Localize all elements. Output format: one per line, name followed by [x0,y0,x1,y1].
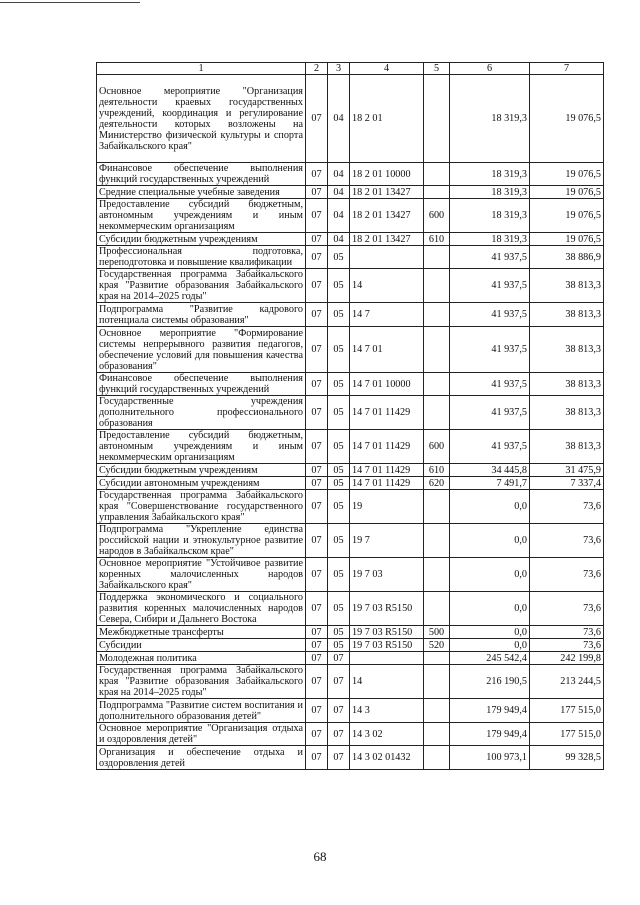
row-amount-year-2: 31 475,9 [530,464,604,477]
row-amount-year-2: 19 076,5 [530,186,604,199]
table-row [97,303,604,327]
row-target-code: 14 3 [350,699,424,723]
row-section: 07 [306,464,328,477]
row-amount-year-1: 0,0 [450,558,530,592]
row-subsection: 07 [328,746,350,770]
table-row [97,665,604,699]
table-row [97,652,604,665]
row-target-code: 18 2 01 13427 [350,199,424,233]
table-row [97,699,604,723]
row-section: 07 [306,430,328,464]
row-amount-year-2: 38 813,3 [530,430,604,464]
row-target-code: 14 7 01 11429 [350,477,424,490]
row-subsection: 05 [328,396,350,430]
row-target-code: 14 [350,665,424,699]
row-section: 07 [306,699,328,723]
row-expense-type [424,699,450,723]
row-name: Подпрограмма "Развитие кадрового потенциала системы образования" [97,303,306,327]
row-subsection: 04 [328,75,350,163]
row-subsection: 04 [328,186,350,199]
row-expense-type [424,592,450,626]
table-row [97,490,604,524]
row-subsection: 05 [328,464,350,477]
row-target-code: 14 [350,269,424,303]
row-subsection: 04 [328,233,350,246]
row-name: Молодежная политика [97,652,306,665]
table-row [97,199,604,233]
row-amount-year-2: 19 076,5 [530,199,604,233]
row-expense-type [424,665,450,699]
row-expense-type [424,75,450,163]
row-section: 07 [306,723,328,746]
table-row [97,558,604,592]
row-target-code: 18 2 01 10000 [350,163,424,186]
row-amount-year-2: 177 515,0 [530,723,604,746]
row-amount-year-1: 0,0 [450,490,530,524]
row-name: Подпрограмма "Укрепление единства российской нации и этнокультурное развитие народов в Забайкальском крае" [97,524,306,558]
row-amount-year-2: 73,6 [530,524,604,558]
row-subsection: 05 [328,490,350,524]
row-expense-type: 500 [424,626,450,639]
row-amount-year-1: 41 937,5 [450,327,530,373]
row-section: 07 [306,303,328,327]
row-name: Государственная программа Забайкальского края "Развитие образования Забайкальского края на 2014–2025 годы" [97,269,306,303]
row-name: Средние специальные учебные заведения [97,186,306,199]
top-rule [0,2,140,3]
row-name: Основное мероприятие "Устойчивое развитие коренных малочисленных народов Забайкальского края" [97,558,306,592]
table-row [97,723,604,746]
row-expense-type [424,186,450,199]
row-expense-type [424,490,450,524]
header-cell: 2 [306,63,328,75]
table-row [97,746,604,770]
row-section: 07 [306,269,328,303]
row-expense-type [424,269,450,303]
row-section: 07 [306,490,328,524]
row-amount-year-2: 7 337,4 [530,477,604,490]
row-subsection: 07 [328,723,350,746]
row-amount-year-2: 38 813,3 [530,396,604,430]
row-expense-type: 610 [424,464,450,477]
row-target-code: 19 [350,490,424,524]
row-amount-year-1: 41 937,5 [450,246,530,269]
row-target-code [350,652,424,665]
row-amount-year-2: 19 076,5 [530,75,604,163]
row-expense-type: 520 [424,639,450,652]
row-name: Основное мероприятие "Формирование системы непрерывного развития педагогов, обеспечение условий для повышения качества образования" [97,327,306,373]
header-cell: 1 [97,63,306,75]
header-cell: 5 [424,63,450,75]
row-amount-year-2: 73,6 [530,639,604,652]
row-subsection: 07 [328,699,350,723]
row-amount-year-1: 216 190,5 [450,665,530,699]
row-expense-type: 620 [424,477,450,490]
row-subsection: 07 [328,665,350,699]
row-amount-year-2: 38 813,3 [530,327,604,373]
row-target-code: 18 2 01 13427 [350,233,424,246]
row-amount-year-2: 99 328,5 [530,746,604,770]
row-name: Финансовое обеспечение выполнения функций государственных учреждений [97,373,306,396]
row-name: Организация и обеспечение отдыха и оздоровления детей [97,746,306,770]
row-subsection: 05 [328,477,350,490]
row-subsection: 05 [328,524,350,558]
row-section: 07 [306,199,328,233]
row-section: 07 [306,639,328,652]
row-section: 07 [306,327,328,373]
row-amount-year-1: 0,0 [450,524,530,558]
row-amount-year-2: 73,6 [530,592,604,626]
row-expense-type [424,723,450,746]
row-subsection: 05 [328,626,350,639]
row-expense-type [424,524,450,558]
row-subsection: 05 [328,246,350,269]
row-expense-type [424,652,450,665]
row-name: Подпрограмма "Развитие систем воспитания и дополнительного образования детей" [97,699,306,723]
row-section: 07 [306,592,328,626]
row-target-code: 19 7 03 [350,558,424,592]
row-expense-type [424,558,450,592]
row-name: Государственная программа Забайкальского края "Развитие образования Забайкальского края на 2014–2025 годы" [97,665,306,699]
row-amount-year-1: 41 937,5 [450,396,530,430]
row-target-code: 14 3 02 [350,723,424,746]
row-target-code: 18 2 01 13427 [350,186,424,199]
table-row [97,592,604,626]
row-amount-year-1: 0,0 [450,592,530,626]
row-amount-year-2: 213 244,5 [530,665,604,699]
table-row [97,464,604,477]
row-target-code: 19 7 03 R5150 [350,592,424,626]
row-subsection: 04 [328,163,350,186]
row-target-code: 14 7 01 [350,327,424,373]
row-amount-year-1: 18 319,3 [450,233,530,246]
row-section: 07 [306,652,328,665]
row-expense-type: 610 [424,233,450,246]
row-amount-year-1: 41 937,5 [450,373,530,396]
row-amount-year-1: 41 937,5 [450,303,530,327]
row-amount-year-1: 179 949,4 [450,723,530,746]
row-section: 07 [306,558,328,592]
row-name: Предоставление субсидий бюджетным, автономным учреждениям и иным некоммерческим организациям [97,199,306,233]
table-row [97,477,604,490]
row-amount-year-2: 38 813,3 [530,303,604,327]
row-section: 07 [306,233,328,246]
header-cell: 3 [328,63,350,75]
row-amount-year-1: 18 319,3 [450,163,530,186]
row-section: 07 [306,373,328,396]
row-expense-type [424,163,450,186]
row-expense-type [424,303,450,327]
table-row [97,626,604,639]
table-row [97,246,604,269]
row-subsection: 05 [328,327,350,373]
row-name: Субсидии автономным учреждениям [97,477,306,490]
row-expense-type: 600 [424,199,450,233]
table-row [97,639,604,652]
row-section: 07 [306,75,328,163]
header-cell: 7 [530,63,604,75]
row-subsection: 07 [328,652,350,665]
row-target-code: 14 7 01 10000 [350,373,424,396]
table-row [97,75,604,163]
table-row [97,524,604,558]
budget-table [96,62,604,770]
row-subsection: 05 [328,269,350,303]
row-amount-year-1: 41 937,5 [450,430,530,464]
row-amount-year-2: 19 076,5 [530,163,604,186]
table-row [97,163,604,186]
row-amount-year-1: 7 491,7 [450,477,530,490]
row-section: 07 [306,626,328,639]
row-target-code: 14 7 01 11429 [350,430,424,464]
row-amount-year-1: 100 973,1 [450,746,530,770]
row-amount-year-2: 73,6 [530,558,604,592]
row-amount-year-1: 18 319,3 [450,186,530,199]
row-target-code: 14 7 01 11429 [350,464,424,477]
header-row [97,63,604,75]
row-name: Основное мероприятие "Организация отдыха и оздоровления детей" [97,723,306,746]
row-subsection: 04 [328,199,350,233]
row-section: 07 [306,524,328,558]
row-name: Субсидии бюджетным учреждениям [97,233,306,246]
row-subsection: 05 [328,639,350,652]
row-amount-year-1: 18 319,3 [450,199,530,233]
row-name: Профессиональная подготовка, переподготовка и повышение квалификации [97,246,306,269]
row-target-code [350,246,424,269]
row-amount-year-2: 38 813,3 [530,373,604,396]
row-section: 07 [306,665,328,699]
header-cell: 6 [450,63,530,75]
row-section: 07 [306,246,328,269]
row-name: Государственные учреждения дополнительного профессионального образования [97,396,306,430]
row-amount-year-2: 38 813,3 [530,269,604,303]
row-subsection: 05 [328,430,350,464]
row-expense-type [424,327,450,373]
row-target-code: 14 7 [350,303,424,327]
page-number: 68 [313,849,327,864]
row-expense-type [424,396,450,430]
row-amount-year-2: 242 199,8 [530,652,604,665]
row-amount-year-1: 0,0 [450,626,530,639]
table-row [97,430,604,464]
row-section: 07 [306,163,328,186]
row-target-code: 19 7 [350,524,424,558]
row-name: Предоставление субсидий бюджетным, автономным учреждениям и иным некоммерческим организациям [97,430,306,464]
row-amount-year-1: 179 949,4 [450,699,530,723]
row-amount-year-1: 18 319,3 [450,75,530,163]
row-name: Поддержка экономического и социального развития коренных малочисленных народов Севера, Сибири и Дальнего Востока [97,592,306,626]
row-subsection: 05 [328,592,350,626]
row-subsection: 05 [328,303,350,327]
row-name: Финансовое обеспечение выполнения функций государственных учреждений [97,163,306,186]
row-target-code: 18 2 01 [350,75,424,163]
table-row [97,269,604,303]
row-name: Государственная программа Забайкальского края "Совершенствование государственного управления Забайкальского края" [97,490,306,524]
row-amount-year-2: 38 886,9 [530,246,604,269]
table-row [97,233,604,246]
row-subsection: 05 [328,373,350,396]
row-amount-year-2: 73,6 [530,490,604,524]
table-row [97,373,604,396]
row-amount-year-1: 41 937,5 [450,269,530,303]
row-target-code: 19 7 03 R5150 [350,626,424,639]
table-row [97,186,604,199]
row-amount-year-1: 245 542,4 [450,652,530,665]
row-target-code: 19 7 03 R5150 [350,639,424,652]
row-subsection: 05 [328,558,350,592]
row-name: Субсидии бюджетным учреждениям [97,464,306,477]
row-section: 07 [306,746,328,770]
table-row [97,327,604,373]
row-amount-year-2: 19 076,5 [530,233,604,246]
row-section: 07 [306,186,328,199]
row-name: Субсидии [97,639,306,652]
row-amount-year-2: 73,6 [530,626,604,639]
table-body [97,75,604,770]
row-amount-year-1: 0,0 [450,639,530,652]
row-section: 07 [306,396,328,430]
row-expense-type: 600 [424,430,450,464]
row-name: Основное мероприятие "Организация деятельности краевых государственных учреждений, координация и регулирование деятельности которых возложены на Министерство физической культуры и спорта Забайкальского края" [97,75,306,163]
row-section: 07 [306,477,328,490]
row-expense-type [424,746,450,770]
header-cell: 4 [350,63,424,75]
row-expense-type [424,246,450,269]
table-row [97,396,604,430]
row-amount-year-2: 177 515,0 [530,699,604,723]
row-amount-year-1: 34 445,8 [450,464,530,477]
row-target-code: 14 3 02 01432 [350,746,424,770]
row-name: Межбюджетные трансферты [97,626,306,639]
row-target-code: 14 7 01 11429 [350,396,424,430]
row-expense-type [424,373,450,396]
